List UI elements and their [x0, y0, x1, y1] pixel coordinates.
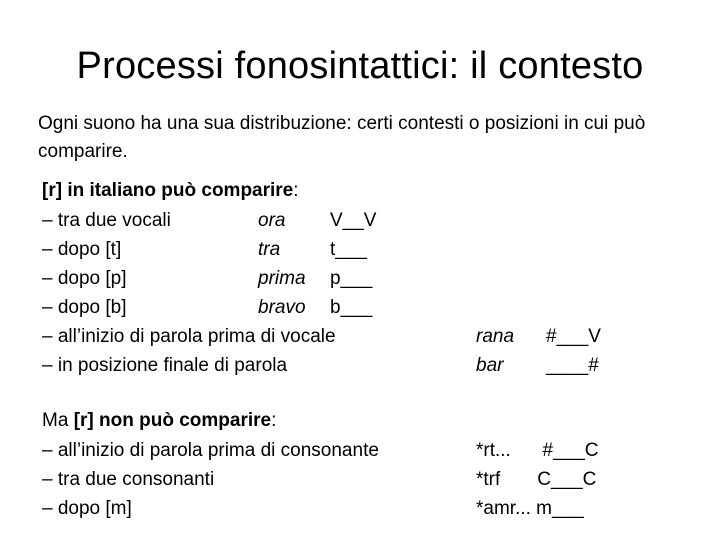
section2-heading: [42, 408, 276, 434]
s2-row-label: – all’inizio di parola prima di consonante: [42, 440, 379, 461]
s1-row-pattern: V__V: [330, 210, 377, 231]
intro-text: Ogni suono ha una sua distribuzione: certi contesti o posizioni in cui può comparire.: [38, 113, 646, 162]
s1-wide-row-pattern: ____#: [546, 355, 599, 376]
section2-heading-bold: [r] non può comparire: [73, 410, 272, 431]
s1-wide-row-label: – in posizione finale di parola: [42, 355, 288, 376]
s1-wide-row-pattern: #___V: [546, 326, 601, 347]
s2-row-example: *amr... m___: [476, 498, 584, 519]
section2-heading-tail: :: [271, 410, 277, 431]
section1-heading-tail: :: [293, 180, 299, 201]
s1-wide-row-example: bar: [476, 355, 504, 376]
section1-heading: [42, 178, 299, 204]
s1-row-label: – dopo [t]: [42, 239, 122, 260]
s1-row-example: bravo: [258, 297, 306, 318]
s1-row-pattern: b___: [330, 297, 373, 318]
s2-row-example: *trf C___C: [476, 469, 597, 490]
s1-row-pattern: t___: [330, 239, 367, 260]
section1-heading-bold: [r] in italiano può comparire: [42, 180, 294, 201]
slide-title: Processi fonosintattici: il contesto: [76, 45, 644, 87]
s1-row-example: ora: [258, 210, 286, 231]
s1-row-pattern: p___: [330, 268, 373, 289]
s1-row-example: prima: [258, 268, 306, 289]
s1-wide-row-label: – all’inizio di parola prima di vocale: [42, 326, 336, 347]
s1-row-example: tra: [258, 239, 281, 260]
s1-row-label: – dopo [b]: [42, 297, 127, 318]
s2-row-label: – dopo [m]: [42, 498, 132, 519]
s2-row-label: – tra due consonanti: [42, 469, 215, 490]
s1-row-label: – tra due vocali: [42, 210, 171, 231]
s2-row-example: *rt... #___C: [476, 440, 599, 461]
section2-heading-plain: Ma: [42, 410, 74, 431]
s1-row-label: – dopo [p]: [42, 268, 127, 289]
s1-wide-row-example: rana: [476, 326, 515, 347]
